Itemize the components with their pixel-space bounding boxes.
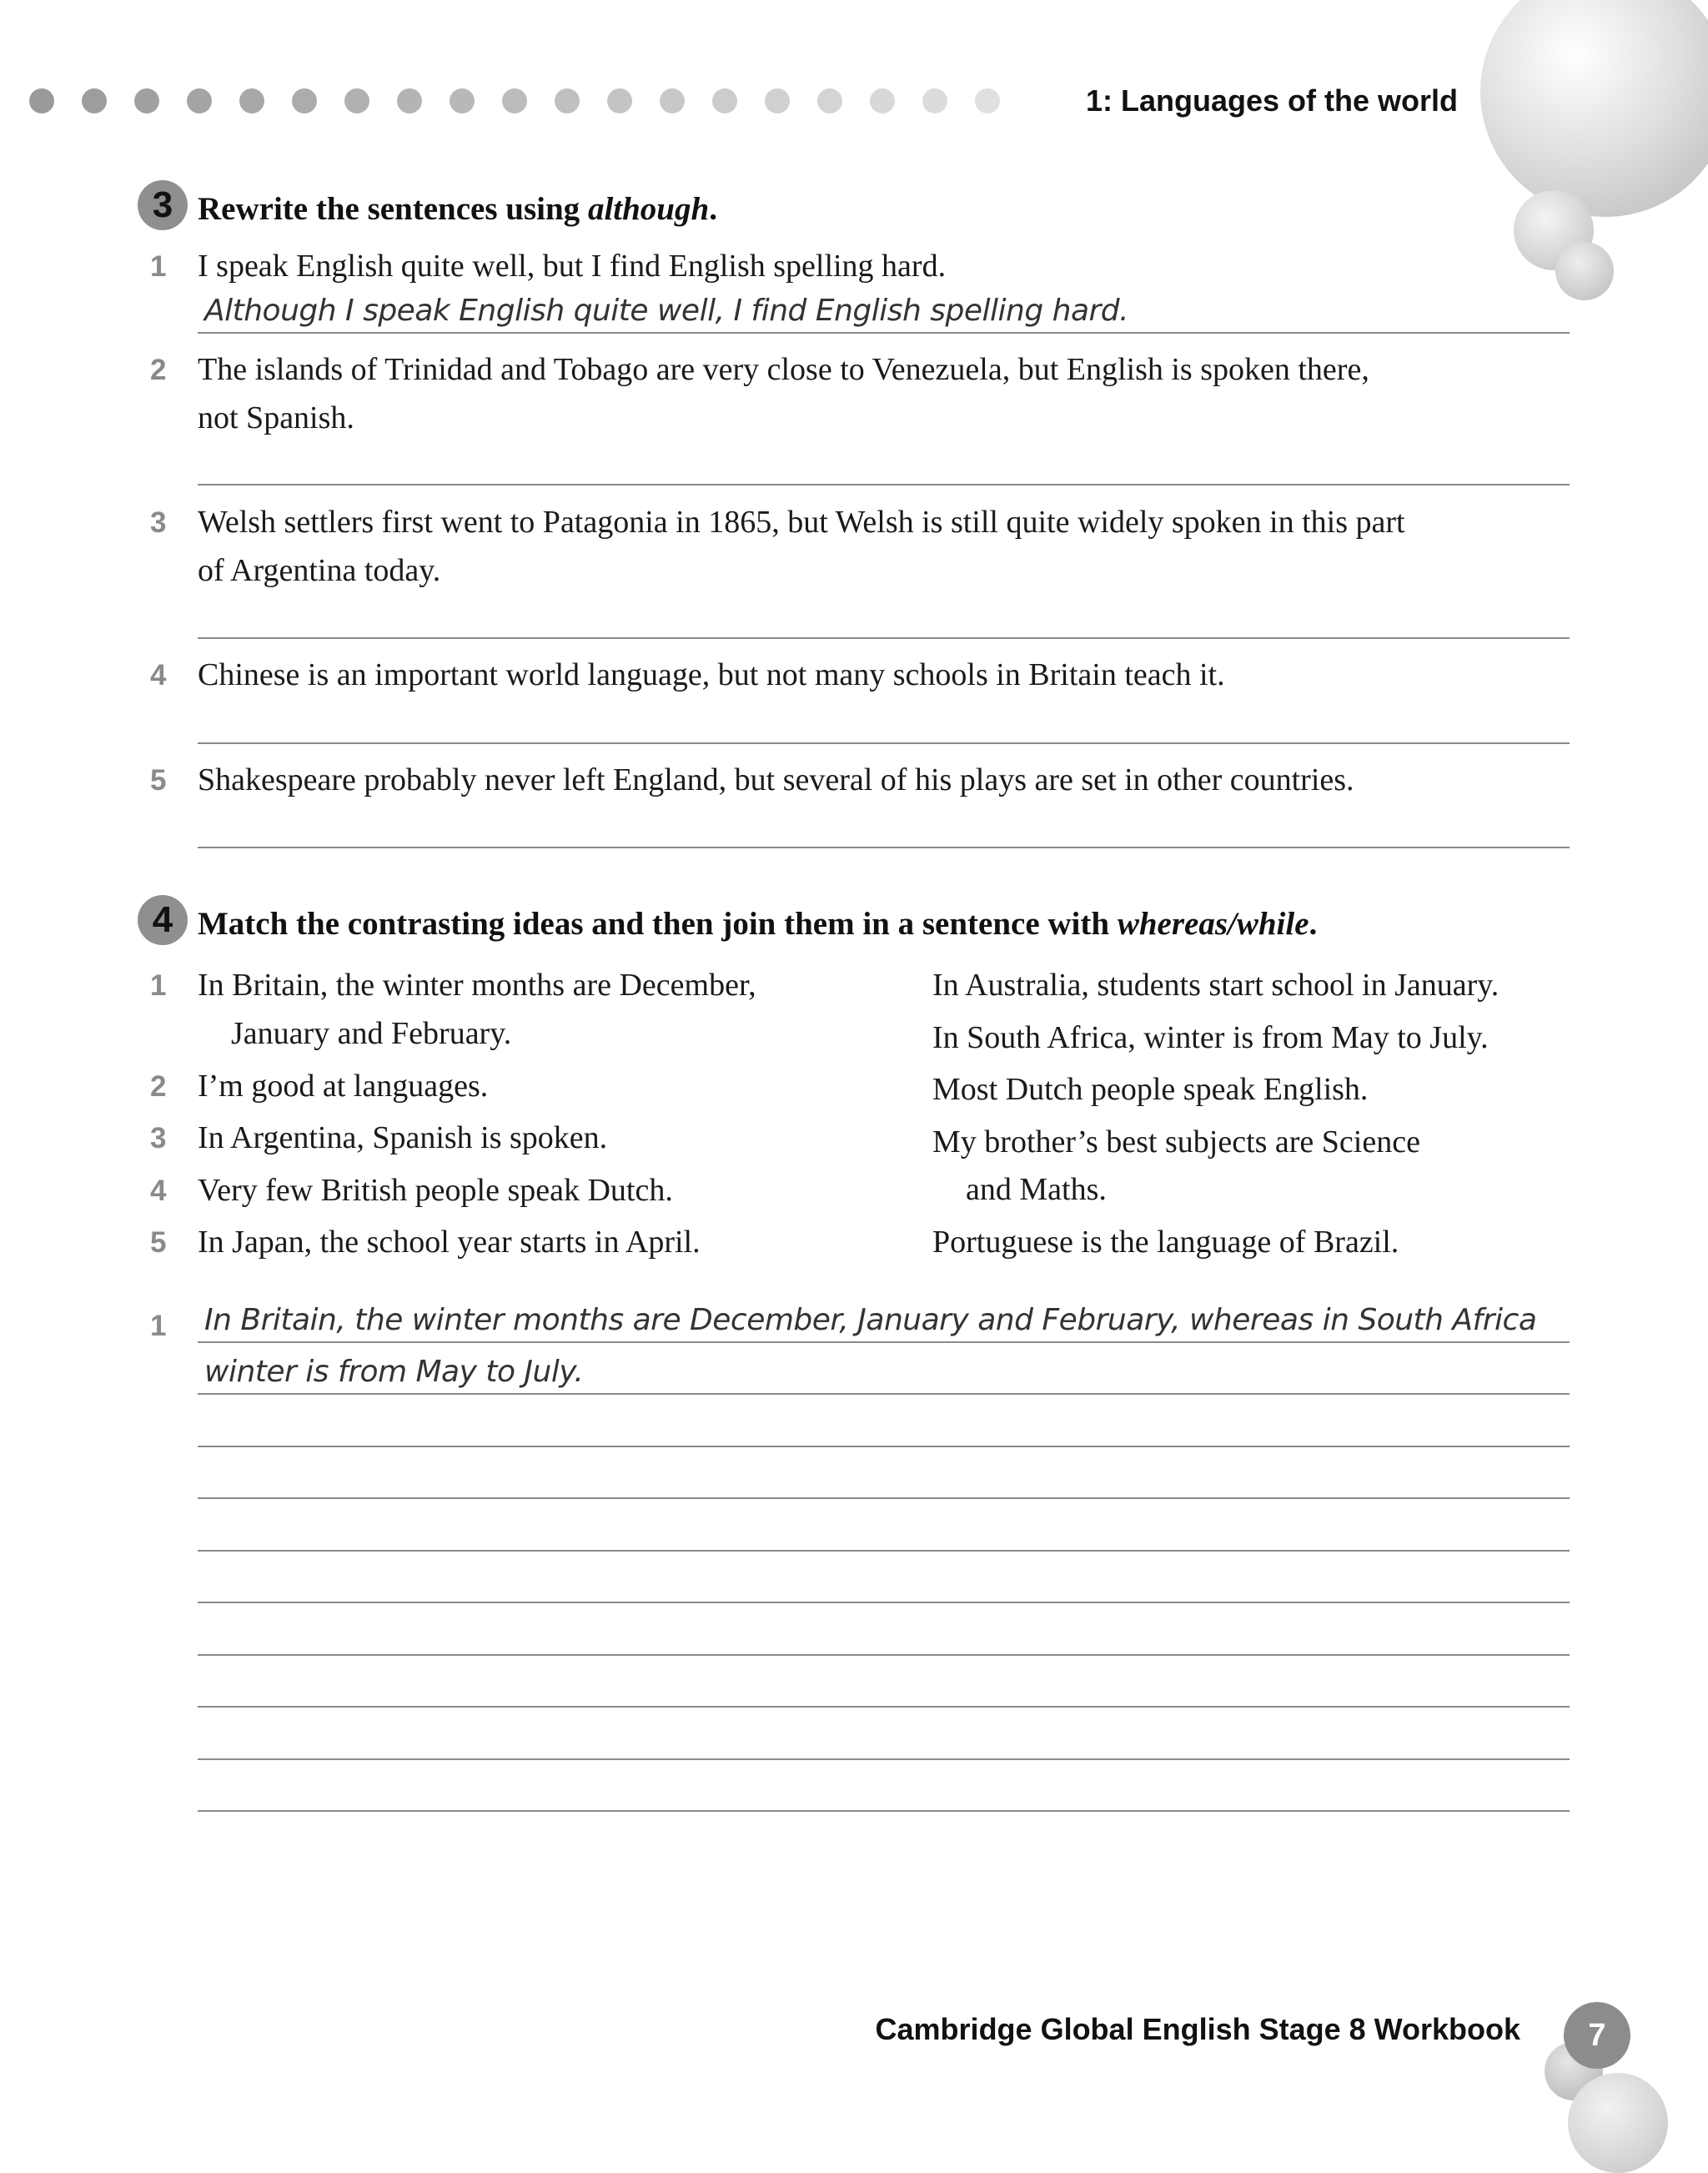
decorative-dot [29,88,54,113]
handwritten-answer: In Britain, the winter months are December, January and February, whereas in South Africa [204,1303,1537,1337]
decorative-dot [450,88,475,113]
decorative-dot [239,88,264,113]
decorative-dot [187,88,212,113]
item-number: 5 [150,764,167,797]
decorative-dot [712,88,737,113]
item-number: 5 [150,1226,167,1259]
book-title-footer: Cambridge Global English Stage 8 Workbook [875,2012,1520,2046]
decorative-dot [134,88,159,113]
answer-line[interactable] [198,1706,1570,1708]
answer-line[interactable] [198,1758,1570,1760]
decorative-bubble [1568,2073,1668,2173]
answer-line[interactable] [198,1497,1570,1499]
item-number: 4 [150,1175,167,1207]
item-number: 4 [150,659,167,692]
answer-line[interactable] [198,1550,1570,1552]
item-number: 1 [150,969,167,1002]
page-number-badge: 7 [1564,2002,1630,2069]
idea-text: Most Dutch people speak English. [932,1072,1369,1107]
decorative-dot [502,88,527,113]
item-sentence-continued: not Spanish. [198,400,354,435]
answer-line[interactable] [198,1602,1570,1603]
idea-text: In Argentina, Spanish is spoken. [198,1120,608,1155]
decorative-dot [660,88,685,113]
item-number: 1 [150,250,167,283]
decorative-bubble [1480,0,1708,217]
item-sentence: I speak English quite well, but I find English spelling hard. [198,249,947,284]
item-sentence: Shakespeare probably never left England, but several of his plays are set in other countries. [198,762,1354,797]
decorative-dot [397,88,422,113]
decorative-dot [975,88,1000,113]
item-number: 2 [150,354,167,386]
idea-text: Very few British people speak Dutch. [198,1173,673,1208]
decorative-dot [870,88,895,113]
chapter-title: 1: Languages of the world [1085,83,1458,118]
item-number: 1 [150,1310,167,1342]
idea-text-continued: and Maths. [966,1172,1107,1207]
idea-text: In Australia, students start school in January. [932,968,1500,1003]
answer-line[interactable] [198,332,1570,334]
item-sentence: Welsh settlers first went to Patagonia in 1865, but Welsh is still quite widely spoken in this part [198,505,1405,540]
answer-line[interactable] [198,637,1570,639]
item-number: 3 [150,1122,167,1154]
item-number: 3 [150,506,167,539]
decorative-bubble [1555,242,1614,300]
decorative-dot [292,88,317,113]
idea-text: In Britain, the winter months are December, [198,968,756,1003]
idea-text-continued: January and February. [231,1016,512,1051]
decorative-dot [344,88,369,113]
handwritten-answer-continued: winter is from May to July. [204,1355,584,1389]
answer-line[interactable] [198,1654,1570,1656]
item-sentence: The islands of Trinidad and Tobago are very close to Venezuela, but English is spoken there, [198,352,1369,387]
decorative-dot [555,88,580,113]
decorative-dot [607,88,632,113]
answer-line[interactable] [198,484,1570,485]
handwritten-answer: Although I speak English quite well, I find English spelling hard. [204,294,1129,328]
item-sentence: Chinese is an important world language, but not many schools in Britain teach it. [198,657,1225,692]
idea-text: I’m good at languages. [198,1069,489,1104]
answer-line[interactable] [198,1810,1570,1812]
exercise-instruction: Match the contrasting ideas and then join them in a sentence with whereas/while. [198,906,1318,942]
answer-line[interactable] [198,1393,1570,1395]
answer-line[interactable] [198,1446,1570,1447]
decorative-dot [817,88,842,113]
decorative-dot [765,88,790,113]
item-number: 2 [150,1070,167,1103]
idea-text: My brother’s best subjects are Science [932,1124,1420,1159]
exercise-number-badge: 3 [138,180,188,230]
idea-text: In South Africa, winter is from May to July. [932,1020,1489,1055]
idea-text: In Japan, the school year starts in April. [198,1225,701,1260]
answer-line[interactable] [198,742,1570,744]
decorative-dot [82,88,107,113]
idea-text: Portuguese is the language of Brazil. [932,1225,1399,1260]
answer-line[interactable] [198,1341,1570,1343]
item-sentence-continued: of Argentina today. [198,553,441,588]
exercise-number-badge: 4 [138,895,188,945]
exercise-instruction: Rewrite the sentences using although. [198,191,717,227]
decorative-dot [922,88,947,113]
answer-line[interactable] [198,847,1570,848]
